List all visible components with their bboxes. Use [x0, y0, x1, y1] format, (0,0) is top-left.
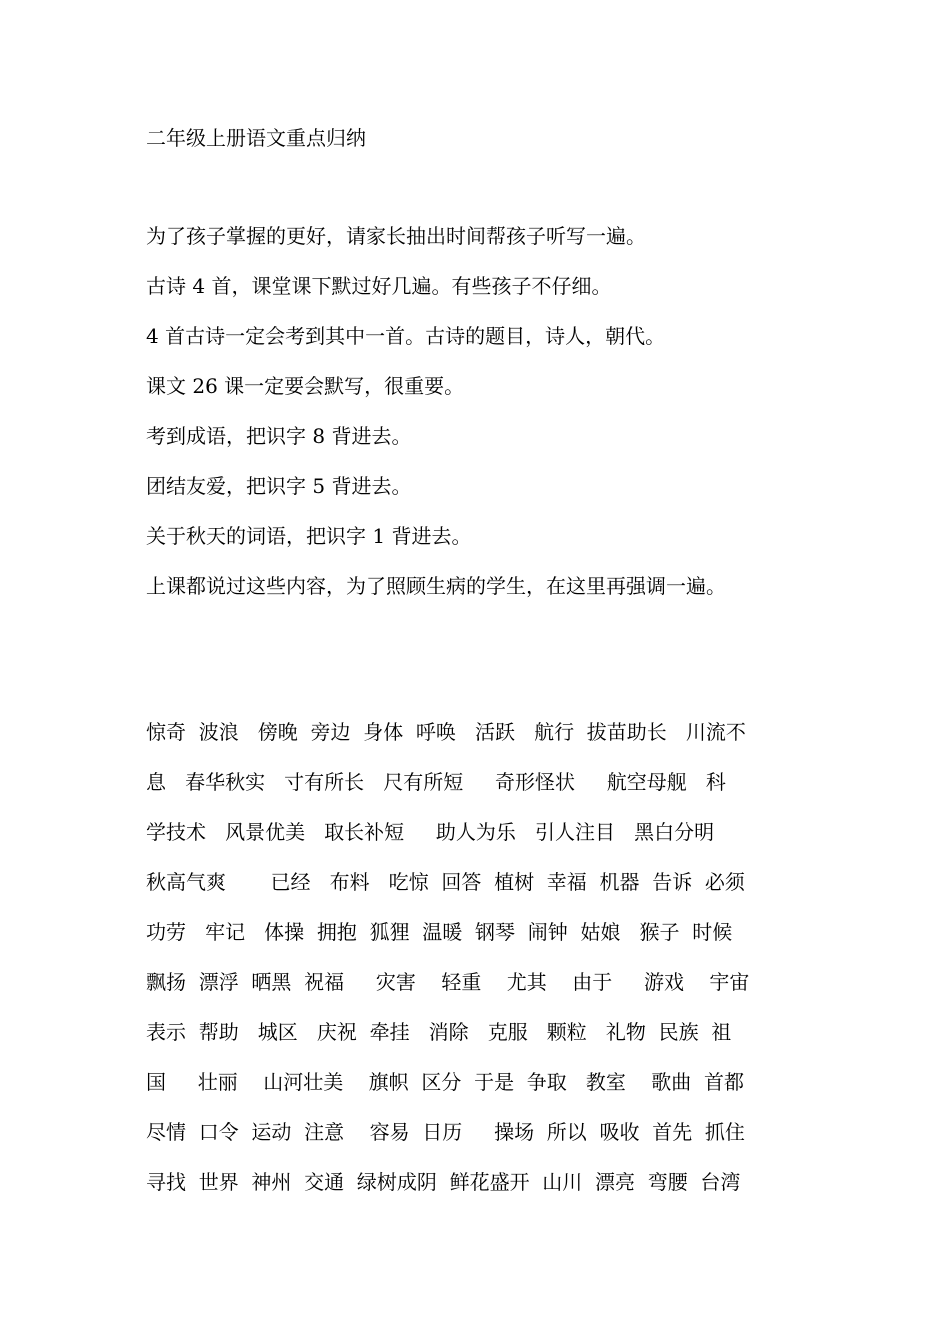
note-line: 4 首古诗一定会考到其中一首。古诗的题目，诗人，朝代。 — [146, 324, 666, 348]
vocabulary-row: 惊奇 波浪 傍晚 旁边 身体 呼唤 活跃 航行 拔苗助长 川流不 — [146, 720, 746, 744]
note-line: 古诗 4 首，课堂课下默过好几遍。有些孩子不仔细。 — [146, 274, 612, 298]
document-title: 二年级上册语文重点归纳 — [146, 126, 366, 150]
vocabulary-row: 尽情 口令 运动 注意 容易 日历 操场 所以 吸收 首先 抓住 — [146, 1120, 745, 1144]
vocabulary-row: 飘扬 漂浮 晒黑 祝福 灾害 轻重 尤其 由于 游戏 宇宙 — [146, 970, 750, 994]
vocabulary-row: 秋高气爽 已经 布料 吃惊 回答 植树 幸福 机器 告诉 必须 — [146, 870, 745, 894]
note-line: 为了孩子掌握的更好，请家长抽出时间帮孩子听写一遍。 — [146, 224, 646, 248]
vocabulary-row: 表示 帮助 城区 庆祝 牵挂 消除 克服 颗粒 礼物 民族 祖 — [146, 1020, 732, 1044]
vocabulary-list — [146, 718, 749, 1218]
vocabulary-row: 寻找 世界 神州 交通 绿树成阴 鲜花盛开 山川 漂亮 弯腰 台湾 — [146, 1170, 741, 1194]
note-line: 考到成语，把识字 8 背进去。 — [146, 424, 412, 448]
note-line: 上课都说过这些内容，为了照顾生病的学生，在这里再强调一遍。 — [146, 574, 726, 598]
note-line: 团结友爱，把识字 5 背进去。 — [146, 474, 412, 498]
vocabulary-row: 功劳 牢记 体操 拥抱 狐狸 温暖 钢琴 闹钟 姑娘 猴子 时候 — [146, 920, 733, 944]
vocabulary-row: 学技术 风景优美 取长补短 助人为乐 引人注目 黑白分明 — [146, 820, 715, 844]
vocabulary-row: 息 春华秋实 寸有所长 尺有所短 奇形怪状 航空母舰 科 — [146, 770, 726, 794]
note-line: 关于秋天的词语，把识字 1 背进去。 — [146, 524, 472, 548]
vocabulary-row: 国 壮丽 山河壮美 旗帜 区分 于是 争取 教室 歌曲 首都 — [146, 1070, 745, 1094]
notes-list — [146, 222, 726, 622]
note-line: 课文 26 课一定要会默写，很重要。 — [146, 374, 465, 398]
